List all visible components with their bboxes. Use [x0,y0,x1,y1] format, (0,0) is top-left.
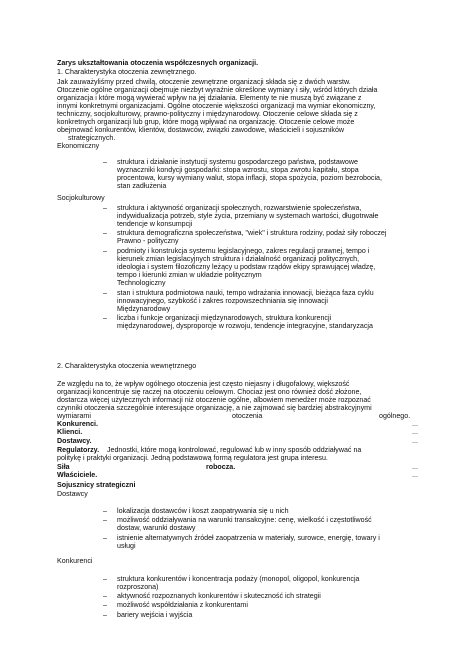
list-item-line: liczba i funkcje organizacji międzynarodowych, struktura konkurencji [117,314,332,322]
list-item-line: lokalizacja dostawców i koszt zaopatrywania się u nich [117,507,289,515]
term-robocza: robocza. [206,463,236,471]
text-word: otoczenia [232,412,263,420]
text-line: strategicznych. [68,134,116,142]
text-line: techniczny, socjokulturowy, prawno-polityczny i międzynarodowy. Otoczenie celowe składa się z [57,110,358,118]
list-item-line: możliwość współdziałania z konkurentami [117,601,248,609]
bullet-dash: – [103,158,107,166]
label-dostawcy: Dostawcy [57,490,88,498]
list-item-line: wyznaczniki kondycji gospodarki: stopa wzrostu, stopa zwrotu kapitału, stopa [117,166,359,174]
bullet-dash: – [103,289,107,297]
list-item-line: Międzynarodowy [117,305,171,313]
text-line: obejmować konkurentów, klientów, dostawców, związki zawodowe, właścicieli i sojuszników [57,126,345,134]
label-konkurenci: Konkurenci [57,557,93,565]
list-item-line: Technologiczny [117,279,166,287]
term-dostawcy: Dostawcy. [57,437,92,445]
bullet-dash: – [103,592,107,600]
bullet-dash: – [103,611,107,619]
text-line: dostarcza więcej użytecznych informacji niż otoczenie ogólne, albowiem menedżer może rozpoznać [57,396,371,404]
list-item-line: usługi [117,542,136,550]
list-item-line: struktura konkurentów i koncentracja podaży (monopol, oligopol, konkurencja [117,575,360,583]
list-item-line: struktura i aktywność organizacji społecznych, rozwarstwienie społeczeństwa, [117,204,362,212]
list-item-line: stan i struktura podmiotowa nauki, tempo wdrażania innowacji, bieżąca faza cyklu [117,289,374,297]
ellipsis: ... [412,428,418,436]
list-item-line: tendencje w konsumpcji [117,220,193,228]
section-1-heading: 1. Charakterystyka otoczenia zewnętrznego. [57,68,197,76]
text-line: politykę i praktyki organizacji. Jedną podstawową formą regulatora jest grupa interesu. [57,454,328,462]
section-2-heading: 2. Charakterystyka otoczenia wewnętrznego [57,362,197,370]
list-item-line: kierunek zmian legislacyjnych struktura i działalność organizacji politycznych, [117,255,360,263]
list-item-line: ideologia i system filozoficzny leżący u podstaw rządów ekipy sprawującej władzę, [117,263,376,271]
text-word: wymiarami [57,412,91,420]
list-item-line: dostaw, warunki dostawy [117,524,196,532]
term-regulatorzy: Regulatorzy. [57,446,100,454]
term-wlasciciele: Właściciele. [57,471,98,479]
term-sila: Siła [57,463,70,471]
text-line: Jak zauważyliśmy przed chwilą, otoczenie zewnętrzne organizacji składa się z dwóch warstw. [57,78,351,86]
list-item-line: tempo i kierunki zmian w układzie politycznym [117,271,262,279]
list-item-line: rozproszona) [117,583,159,591]
list-item-line: innowacyjnego, szybkość i zakres rozpowszechniania się innowacji [117,297,328,305]
term-klienci: Klienci. [57,428,83,436]
text-line: organizacja i które mogą wywierać wpływ na jej działania. Elementy te nie muszą być związane z [57,94,362,102]
label-ekonomiczny: Ekonomiczny [57,142,100,150]
document-title: Zarys ukształtowania otoczenia współczesnych organizacji. [57,59,259,67]
bullet-dash: – [103,601,107,609]
text-line: Ze względu na to, że wpływ ogólnego otoczenia jest często niejasny i długofalowy, większość [57,380,350,388]
bullet-dash: – [103,534,107,542]
text-line: czynniki otoczenia szczególnie interesujące organizację, a nie zajmować się bardziej abstrakcyjnymi [57,404,372,412]
bullet-dash: – [103,516,107,524]
list-item-line: struktura i działanie instytucji systemu gospodarczego państwa, podstawowe [117,158,358,166]
list-item-line: stan zadłużenia [117,182,167,190]
text-line: Jednostki, które mogą kontrolować, regulować lub w inny sposób oddziaływać na [107,446,362,454]
bullet-dash: – [103,507,107,515]
bullet-dash: – [103,247,107,255]
list-item-line: struktura demograficzna społeczeństwa, "wiek" i struktura rodziny, podaż siły roboczej [117,229,387,237]
list-item-line: procentowa, kursy wymiany walut, stopa inflacji, stopa spożycia, poziom bezrobocia, [117,174,382,182]
list-item-line: międzynarodowej, dysproporcje w rozwoju, tendencje integracyjne, standaryzacja [117,322,373,330]
ellipsis: ... [412,420,418,428]
list-item-line: aktywność rozpoznanych konkurentów i skuteczność ich strategii [117,592,321,600]
list-item-line: indywidualizacja potrzeb, style życia, przemiany w systemach wartości, długotrwałe [117,212,379,220]
ellipsis: ... [412,471,418,479]
label-sojusznicy: Sojusznicy strategiczni [57,481,136,489]
term-konkurenci: Konkurenci. [57,420,98,428]
bullet-dash: – [103,314,107,322]
text-word: ogólnego. [379,412,411,420]
list-item-line: możliwość oddziaływania na warunki transakcyjne: cenę, wielkość i częstotliwość [117,516,372,524]
list-item-line: istnienie alternatywnych źródeł zaopatrzenia w materiały, surowce, energię, towary i [117,534,380,542]
list-item-line: bariery wejścia i wyjścia [117,611,193,619]
text-line: innymi konkretnymi organizacjami. Ogólne otoczenie większości organizacji ma wymiar ekonomiczny, [57,102,376,110]
label-socjokulturowy: Socjokulturowy [57,194,105,202]
text-line: Otoczenie ogólne organizacji obejmuje niezbyt wyraźnie określone wymiary i siły, wśród których działa [57,86,378,94]
list-item-line: podmioty i konstrukcja systemu legislacyjnego, zakres regulacji prawnej, tempo i [117,247,370,255]
text-line: konkretnych organizacji lub grup, które mogą wpływać na organizację. Otoczenie celowe może [57,118,355,126]
list-item-line: Prawno - polityczny [117,237,179,245]
ellipsis: ... [412,437,418,445]
text-line: organizacji koncentruje się raczej na otoczeniu celowym. Chociaż jest ono również dość złożone, [57,388,362,396]
bullet-dash: – [103,229,107,237]
ellipsis: ... [412,463,418,471]
bullet-dash: – [103,575,107,583]
bullet-dash: – [103,204,107,212]
